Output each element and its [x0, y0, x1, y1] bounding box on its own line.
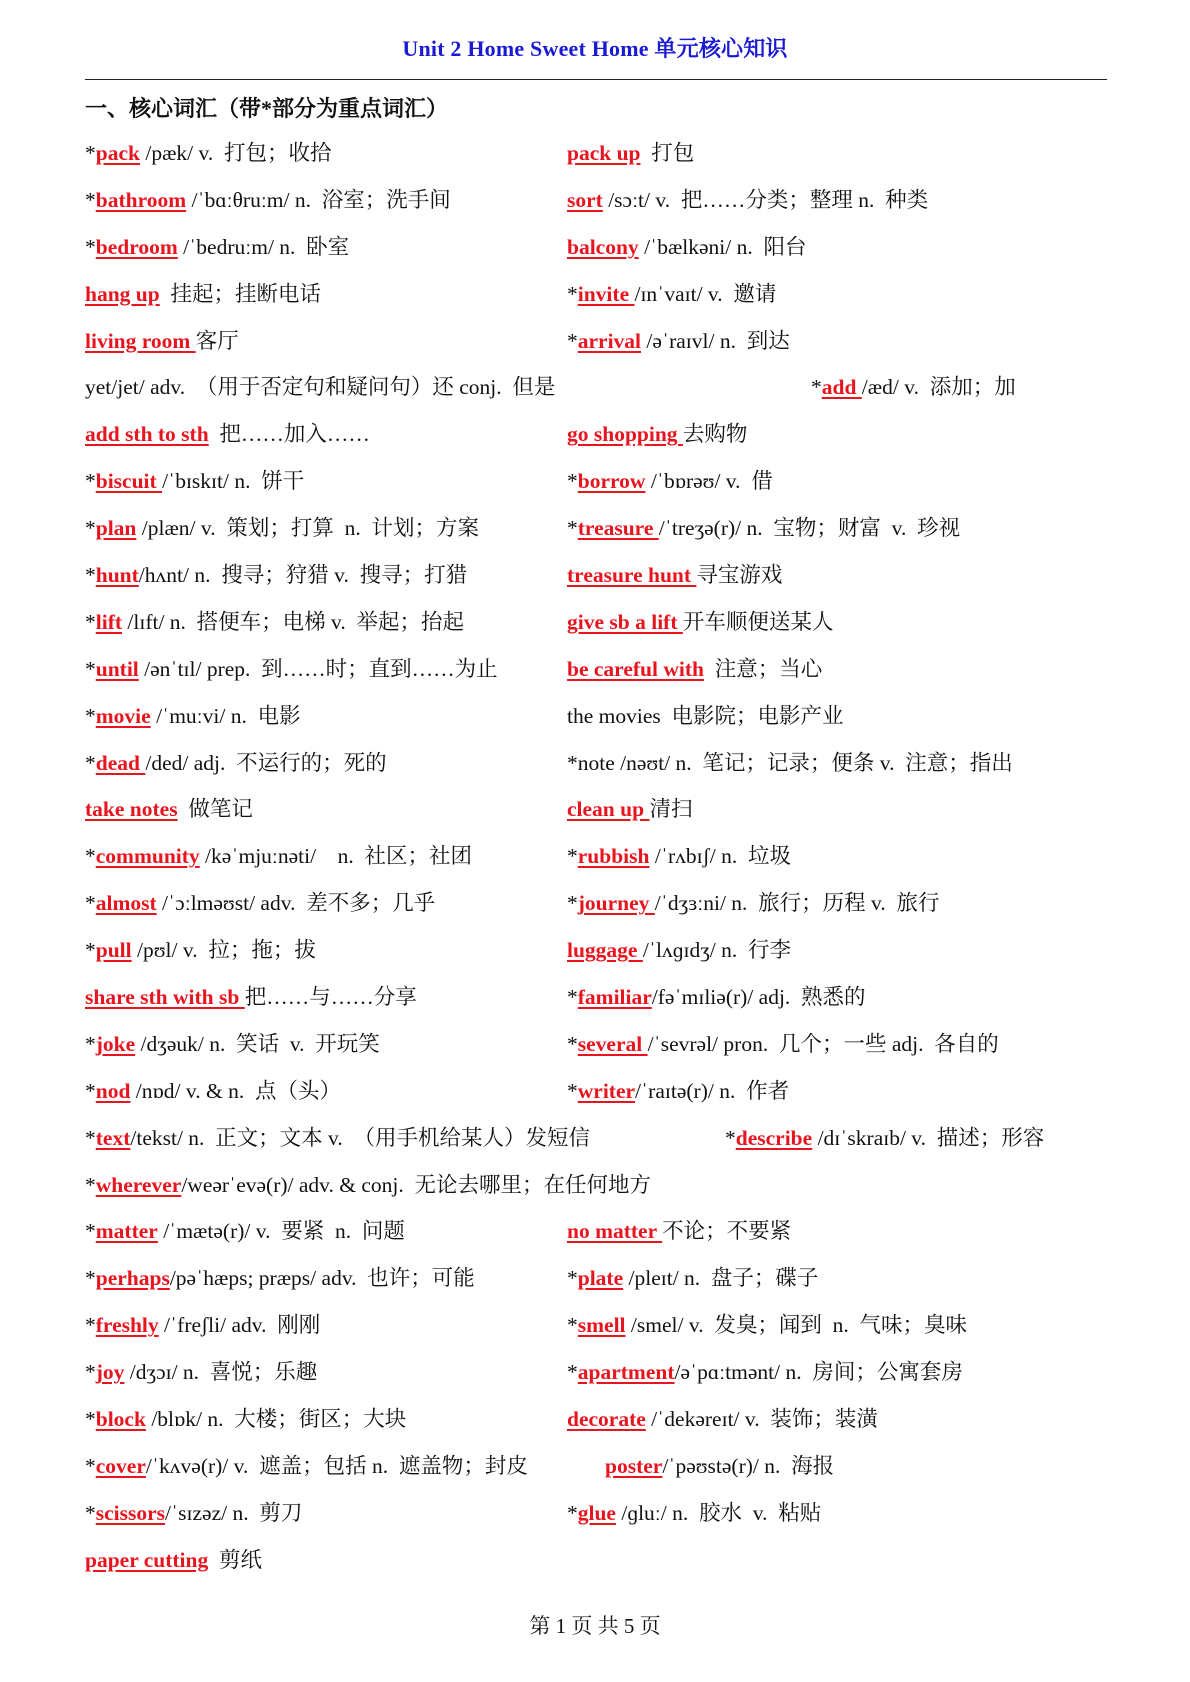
- vocab-definition: /dʒəuk/ n. 笑话 v. 开玩笑: [135, 1031, 380, 1056]
- page-title: Unit 2 Home Sweet Home 单元核心知识: [402, 36, 788, 61]
- vocab-term: invite: [577, 281, 635, 306]
- vocab-row: [85, 366, 1115, 413]
- vocab-entry: [85, 1499, 302, 1527]
- vocab-term: luggage: [567, 938, 643, 963]
- vocab-entry: [85, 795, 253, 823]
- vocab-entry: [85, 608, 464, 636]
- vocab-definition: /lɪft/ n. 搭便车；电梯 v. 举起；抬起: [122, 609, 465, 634]
- vocab-term: several: [577, 1031, 648, 1056]
- vocab-row: [85, 554, 1115, 601]
- key-word-marker: *: [567, 516, 578, 541]
- vocab-term: decorate: [567, 1407, 646, 1432]
- vocab-entry: [567, 889, 940, 917]
- key-word-marker: *: [85, 141, 96, 165]
- vocab-entry: [85, 1264, 475, 1292]
- vocab-entry: [567, 1030, 999, 1058]
- key-word-marker: *: [85, 234, 96, 259]
- vocab-term: community: [95, 844, 200, 869]
- key-word-marker: *: [85, 469, 96, 494]
- key-word-marker: *: [567, 1360, 578, 1385]
- vocab-row: [85, 413, 1115, 460]
- section-heading: 一、核心词汇（带*部分为重点词汇）: [85, 96, 449, 121]
- key-word-marker: *: [85, 1125, 96, 1150]
- vocab-row: [85, 1164, 1115, 1211]
- page-footer: 第 1 页 共 5 页: [529, 1614, 661, 1638]
- vocab-definition: /pleɪt/ n. 盘子；碟子: [623, 1266, 819, 1291]
- vocab-term: lift: [95, 609, 123, 634]
- vocab-definition: /sɔːt/ v. 把……分类；整理 n. 种类: [602, 187, 929, 212]
- vocab-entry: [567, 1405, 878, 1433]
- vocab-row: [85, 226, 1115, 273]
- vocab-row: [85, 507, 1115, 554]
- vocab-definition: /əˈraɪvl/ n. 到达: [641, 328, 790, 353]
- vocab-term: biscuit: [95, 469, 163, 494]
- vocab-term: be careful with: [567, 656, 704, 681]
- key-word-marker: *: [567, 985, 578, 1010]
- vocab-row: [85, 1117, 1115, 1164]
- vocab-term: perhaps: [95, 1266, 170, 1291]
- vocab-entry: [567, 1264, 818, 1292]
- vocab-term: add sth to sth: [85, 422, 209, 447]
- key-word-marker: *: [85, 844, 96, 869]
- vocab-entry: [85, 233, 349, 261]
- vocab-definition: /ˈbælkəni/ n. 阳台: [638, 234, 807, 259]
- vocab-entry: [567, 842, 791, 870]
- vocab-term: glue: [577, 1500, 616, 1525]
- vocab-definition: /kəˈmjuːnəti/ n. 社区；社团: [199, 844, 472, 869]
- vocab-entry: [567, 233, 807, 261]
- vocab-term: until: [95, 656, 139, 681]
- vocab-term: cover: [95, 1453, 146, 1478]
- vocab-definition: /ˈraɪtə(r)/ n. 作者: [635, 1078, 790, 1103]
- vocab-entry: [85, 1405, 406, 1433]
- vocab-entry: [85, 1171, 651, 1199]
- vocab-definition: 注意；当心: [703, 656, 823, 681]
- vocab-row: [85, 648, 1115, 695]
- vocab-row: [85, 882, 1115, 929]
- vocab-term: sort: [567, 187, 603, 212]
- vocab-term: nod: [95, 1078, 131, 1103]
- key-word-marker: *: [85, 187, 96, 212]
- vocab-entry: [567, 936, 791, 964]
- vocab-entry: [85, 1077, 341, 1105]
- vocab-definition: /æd/ v. 添加；加: [861, 375, 1016, 400]
- vocab-definition: 客厅: [195, 328, 239, 353]
- vocab-term: living room: [85, 328, 196, 353]
- key-word-marker: *: [85, 891, 96, 916]
- vocab-entry: [85, 749, 387, 777]
- vocab-entry: [567, 983, 866, 1011]
- vocab-row: [85, 976, 1115, 1023]
- vocab-term: apartment: [577, 1360, 675, 1385]
- vocab-term: describe: [735, 1125, 813, 1150]
- vocab-term: dead: [95, 750, 146, 775]
- vocab-definition: /ˈtreʒə(r)/ n. 宝物；财富 v. 珍视: [658, 516, 961, 541]
- vocab-definition: 把……加入……: [208, 422, 370, 447]
- vocab-term: block: [95, 1407, 146, 1432]
- vocab-definition: /ˈfreʃli/ adv. 刚刚: [158, 1313, 321, 1338]
- vocab-row: [85, 601, 1115, 648]
- vocab-term: add: [821, 375, 862, 400]
- key-word-marker: *: [85, 1360, 96, 1385]
- vocab-entry: [85, 514, 479, 542]
- vocab-term: hunt: [95, 563, 139, 588]
- vocab-entry: [85, 373, 555, 401]
- vocab-row: [85, 788, 1115, 835]
- key-word-marker: *: [85, 563, 96, 588]
- key-word-marker: *: [567, 891, 578, 916]
- vocab-definition: 打包: [640, 141, 695, 165]
- vocab-entry: [567, 514, 960, 542]
- key-word-marker: *: [85, 609, 96, 634]
- vocab-definition: /ɪnˈvaɪt/ v. 邀请: [634, 281, 777, 306]
- vocab-definition: /ded/ adj. 不运行的；死的: [145, 750, 387, 775]
- vocab-definition: /ˈlʌɡɪdʒ/ n. 行李: [642, 938, 791, 963]
- vocab-entry: [85, 420, 370, 448]
- vocab-definition: /nɒd/ v. & n. 点（头）: [130, 1078, 341, 1103]
- vocab-entry: [567, 280, 776, 308]
- vocab-definition: /ˈɔːlməʊst/ adv. 差不多；几乎: [156, 891, 436, 916]
- vocab-definition: /fəˈmɪliə(r)/ adj. 熟悉的: [651, 985, 866, 1010]
- vocab-entry: [85, 1311, 320, 1339]
- vocab-entry: [85, 1217, 405, 1245]
- key-word-marker: *: [85, 1500, 96, 1525]
- vocab-definition: /ˈmætə(r)/ v. 要紧 n. 问题: [157, 1219, 405, 1244]
- vocab-definition: 去购物: [682, 422, 748, 447]
- vocab-entry: [567, 1499, 821, 1527]
- key-word-marker: *: [811, 375, 822, 400]
- key-word-marker: *: [85, 1078, 96, 1103]
- vocab-definition: the movies 电影院；电影产业: [567, 703, 844, 728]
- vocab-definition: /ˈbɪskɪt/ n. 饼干: [162, 469, 305, 494]
- vocab-entry: [567, 749, 1013, 777]
- vocab-entry: [85, 561, 467, 589]
- vocab-definition: /ˈbedruːm/ n. 卧室: [177, 234, 350, 259]
- vocab-entry: [605, 1452, 834, 1480]
- vocab-row: [85, 1023, 1115, 1070]
- key-word-marker: *: [567, 1313, 578, 1338]
- vocab-term: text: [95, 1125, 131, 1150]
- key-word-marker: *: [85, 1313, 96, 1338]
- vocab-definition: /pʊl/ v. 拉；拖；拔: [131, 938, 316, 963]
- vocab-definition: /ˈkʌvə(r)/ v. 遮盖；包括 n. 遮盖物；封皮: [145, 1453, 528, 1478]
- vocab-definition: *note /nəʊt/ n. 笔记；记录；便条 v. 注意；指出: [567, 750, 1013, 775]
- key-word-marker: *: [85, 1266, 96, 1291]
- vocab-definition: 寻宝游戏: [696, 563, 783, 588]
- key-word-marker: *: [725, 1125, 736, 1150]
- vocab-entry: [85, 936, 316, 964]
- key-word-marker: *: [567, 328, 578, 353]
- vocab-row: [85, 929, 1115, 976]
- vocab-definition: /smel/ v. 发臭；闻到 n. 气味；臭味: [625, 1313, 967, 1338]
- vocab-entry: [85, 1546, 262, 1574]
- vocab-row: [85, 1351, 1115, 1398]
- vocab-term: bathroom: [95, 187, 187, 212]
- vocab-entry: [567, 327, 790, 355]
- vocab-definition: yet/jet/ adv. （用于否定句和疑问句）还 conj. 但是: [85, 375, 556, 400]
- vocab-definition: /əˈpɑːtmənt/ n. 房间；公寓套房: [674, 1360, 963, 1385]
- vocab-definition: 把……与……分享: [244, 985, 417, 1010]
- vocab-term: plan: [95, 516, 137, 541]
- vocab-entry: [567, 420, 747, 448]
- vocab-entry: [567, 655, 822, 683]
- vocab-entry: [85, 983, 417, 1011]
- vocab-term: clean up: [567, 797, 650, 822]
- vocab-definition: /ˈmuːvi/ n. 电影: [150, 703, 301, 728]
- key-word-marker: *: [567, 1500, 578, 1525]
- vocab-term: joy: [95, 1360, 125, 1385]
- vocab-definition: /ˈsevrəl/ pron. 几个；一些 adj. 各自的: [647, 1031, 999, 1056]
- title-divider: [85, 79, 1107, 80]
- vocab-entry: [567, 1077, 789, 1105]
- vocab-term: pack up: [567, 141, 641, 165]
- vocab-term: smell: [577, 1313, 626, 1338]
- vocab-term: pull: [95, 938, 132, 963]
- vocab-term: familiar: [577, 985, 652, 1010]
- vocab-entry: [567, 1217, 791, 1245]
- vocab-term: bedroom: [95, 234, 178, 259]
- vocab-definition: /ˈdʒɜːni/ n. 旅行；历程 v. 旅行: [654, 891, 940, 916]
- vocab-term: give sb a lift: [567, 609, 683, 634]
- vocab-term: no matter: [567, 1219, 663, 1244]
- vocab-entry: [85, 139, 332, 167]
- vocab-entry: [725, 1124, 1044, 1152]
- key-word-marker: *: [85, 1172, 96, 1197]
- vocab-entry: [567, 1358, 963, 1386]
- vocab-row: [85, 835, 1115, 882]
- vocabulary-list: [85, 132, 1115, 1586]
- vocab-entry: [567, 702, 844, 730]
- vocab-entry: [567, 139, 694, 167]
- vocab-definition: /dɪˈskraɪb/ v. 描述；形容: [812, 1125, 1045, 1150]
- vocab-row: [85, 320, 1115, 367]
- vocab-row: [85, 1210, 1115, 1257]
- vocab-row: [85, 1257, 1115, 1304]
- vocab-term: share sth with sb: [85, 985, 245, 1010]
- vocab-definition: 剪纸: [208, 1547, 263, 1572]
- vocab-row: [85, 695, 1115, 742]
- vocab-definition: /blɒk/ n. 大楼；街区；大块: [145, 1407, 407, 1432]
- vocab-entry: [85, 842, 472, 870]
- vocab-definition: 做笔记: [177, 797, 253, 822]
- key-word-marker: *: [85, 1219, 96, 1244]
- vocab-term: freshly: [95, 1313, 159, 1338]
- vocab-entry: [567, 1311, 967, 1339]
- key-word-marker: *: [85, 1407, 96, 1432]
- vocab-entry: [85, 1358, 317, 1386]
- vocab-entry: [85, 889, 435, 917]
- key-word-marker: *: [567, 1078, 578, 1103]
- vocab-definition: /dʒɔɪ/ n. 喜悦；乐趣: [124, 1360, 318, 1385]
- key-word-marker: *: [85, 1453, 96, 1478]
- vocab-entry: [85, 1030, 380, 1058]
- vocab-row: [85, 742, 1115, 789]
- vocab-entry: [811, 373, 1016, 401]
- vocab-term: joke: [95, 1031, 136, 1056]
- vocab-term: hang up: [85, 281, 160, 306]
- vocab-definition: /ənˈtɪl/ prep. 到……时；直到……为止: [138, 656, 498, 681]
- key-word-marker: *: [567, 1266, 578, 1291]
- vocab-entry: [85, 1124, 590, 1152]
- key-word-marker: *: [567, 1031, 578, 1056]
- vocab-entry: [85, 1452, 528, 1480]
- vocab-row: [85, 1070, 1115, 1117]
- key-word-marker: *: [85, 1031, 96, 1056]
- vocab-term: pack: [95, 141, 140, 165]
- key-word-marker: *: [85, 516, 96, 541]
- vocab-row: [85, 132, 1115, 179]
- vocab-row: [85, 1539, 1115, 1586]
- key-word-marker: *: [85, 703, 96, 728]
- key-word-marker: *: [567, 844, 578, 869]
- vocab-definition: /ˈrʌbɪʃ/ n. 垃圾: [649, 844, 791, 869]
- vocab-definition: /tekst/ n. 正文；文本 v. （用手机给某人）发短信: [130, 1125, 591, 1150]
- vocab-term: almost: [95, 891, 157, 916]
- vocab-entry: [567, 467, 773, 495]
- vocab-definition: 不论；不要紧: [662, 1219, 792, 1244]
- key-word-marker: *: [85, 656, 96, 681]
- vocab-row: [85, 1445, 1115, 1492]
- vocab-entry: [85, 280, 321, 308]
- vocab-entry: [85, 467, 304, 495]
- vocab-definition: 清扫: [649, 797, 693, 822]
- vocab-definition: /weərˈevə(r)/ adv. & conj. 无论去哪里；在任何地方: [181, 1172, 652, 1197]
- vocab-definition: /hʌnt/ n. 搜寻；狩猎 v. 搜寻；打猎: [138, 563, 468, 588]
- vocab-term: writer: [577, 1078, 636, 1103]
- key-word-marker: *: [85, 938, 96, 963]
- vocab-term: plate: [577, 1266, 624, 1291]
- vocab-entry: [85, 702, 301, 730]
- vocab-row: [85, 179, 1115, 226]
- vocab-row: [85, 1398, 1115, 1445]
- key-word-marker: *: [85, 750, 96, 775]
- vocab-row: [85, 273, 1115, 320]
- vocab-term: treasure: [577, 516, 659, 541]
- vocab-definition: /ˈpəʊstə(r)/ n. 海报: [662, 1453, 835, 1478]
- vocab-definition: 挂起；挂断电话: [159, 281, 321, 306]
- vocab-term: take notes: [85, 797, 178, 822]
- vocab-term: movie: [95, 703, 151, 728]
- vocab-term: treasure hunt: [567, 563, 697, 588]
- vocab-entry: [85, 327, 239, 355]
- vocab-term: wherever: [95, 1172, 182, 1197]
- key-word-marker: *: [567, 281, 578, 306]
- vocab-row: [85, 460, 1115, 507]
- vocab-row: [85, 1492, 1115, 1539]
- vocab-definition: /pæk/ v. 打包；收拾: [139, 141, 332, 165]
- vocab-term: balcony: [567, 234, 639, 259]
- vocab-definition: /ɡluː/ n. 胶水 v. 粘贴: [615, 1500, 822, 1525]
- vocab-definition: /pəˈhæps; præps/ adv. 也许；可能: [169, 1266, 475, 1291]
- vocab-entry: [567, 561, 782, 589]
- vocab-definition: /ˈsɪzəz/ n. 剪刀: [165, 1500, 303, 1525]
- vocab-term: borrow: [577, 469, 646, 494]
- vocab-definition: /ˈbɒrəʊ/ v. 借: [645, 469, 773, 494]
- vocab-term: matter: [95, 1219, 158, 1244]
- vocab-term: journey: [577, 891, 655, 916]
- vocab-row: [85, 1304, 1115, 1351]
- vocab-entry: [567, 795, 692, 823]
- vocab-entry: [85, 186, 451, 214]
- vocab-term: poster: [605, 1453, 663, 1478]
- vocab-definition: /ˈbɑːθruːm/ n. 浴室；洗手间: [186, 187, 451, 212]
- vocab-entry: [85, 655, 498, 683]
- vocab-definition: /ˈdekəreɪt/ v. 装饰；装潢: [645, 1407, 878, 1432]
- vocab-term: paper cutting: [85, 1547, 209, 1572]
- vocab-entry: [567, 186, 928, 214]
- vocab-definition: /plæn/ v. 策划；打算 n. 计划；方案: [136, 516, 480, 541]
- key-word-marker: *: [567, 469, 578, 494]
- vocab-term: scissors: [95, 1500, 166, 1525]
- vocab-entry: [567, 608, 833, 636]
- vocab-term: arrival: [577, 328, 642, 353]
- vocab-definition: 开车顺便送某人: [682, 609, 834, 634]
- vocab-term: go shopping: [567, 422, 683, 447]
- vocab-term: rubbish: [577, 844, 650, 869]
